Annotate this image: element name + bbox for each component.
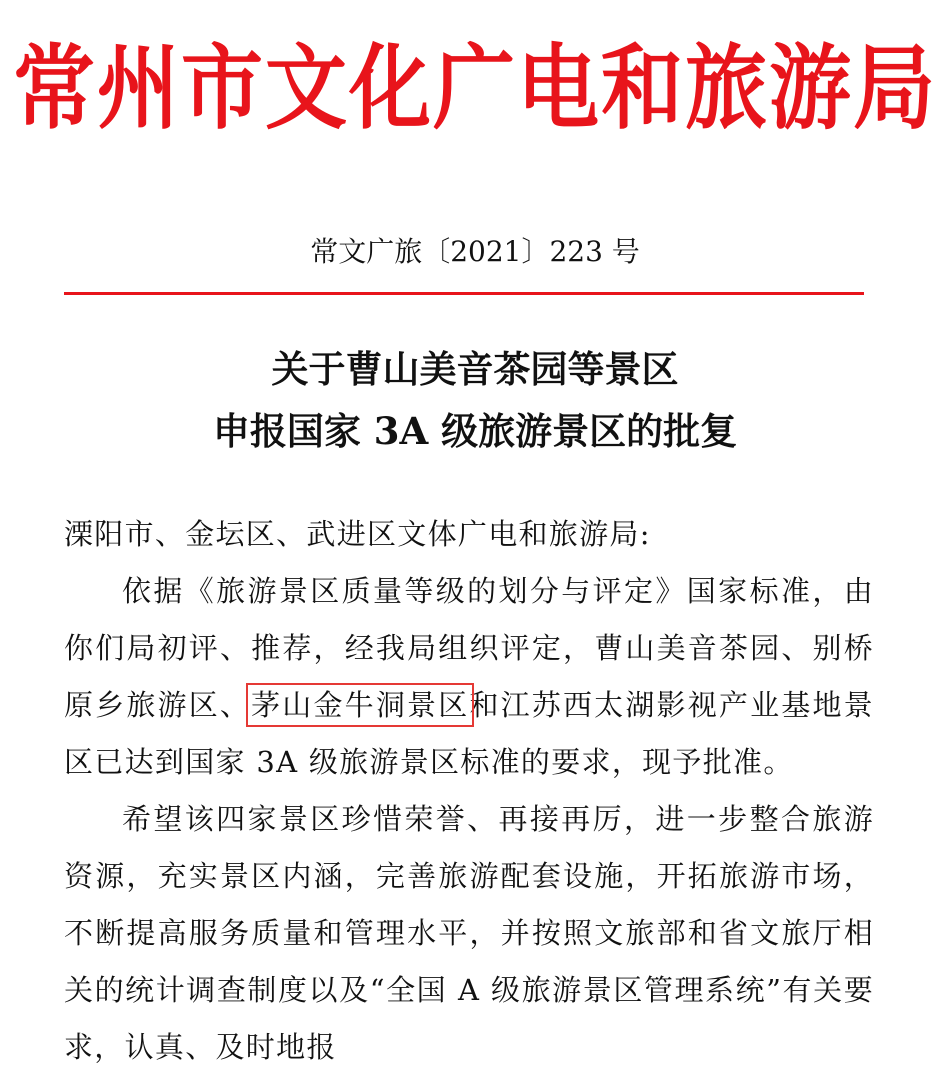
paragraph-expectations: 希望该四家景区珍惜荣誉、再接再厉，进一步整合旅游资源，充实景区内涵，完善旅游配套设施，开拓旅游市场，不断提高服务质量和管理水平，并按照文旅部和省文旅厅相关的统计调查制度以及“全国 A 级旅游景区管理系统”有关要求，认真、及时地报: [64, 802, 874, 1064]
paragraph-approval: [64, 563, 874, 791]
title-line-2: 申报国家 3A 级旅游景区的批复: [212, 409, 738, 453]
document-number: 常文广旅〔2021〕223 号: [310, 235, 640, 268]
document-title: [0, 338, 950, 462]
paragraph-approval-part-1: 依据《旅游景区质量等级的划分与评定》国家标准，由你们局初评、推荐，经我局组织评定，曹山美音茶园、别桥原乡旅游区、: [64, 574, 874, 722]
organization-header: 常州市文化广电和旅游局: [12, 34, 937, 143]
highlighted-scenic-area: 茅山金牛洞景区: [251, 688, 470, 722]
document-body: [64, 506, 874, 1076]
salutation: 溧阳市、金坛区、武进区文体广电和旅游局:: [64, 517, 651, 551]
red-divider-line: [64, 292, 864, 295]
paragraph-approval-part-2: 和江苏西太湖影视产业基地景区已达到国家 3A 级旅游景区标准的要求，现予批准。: [64, 688, 874, 779]
title-line-1: 关于曹山美音茶园等景区: [271, 347, 679, 391]
